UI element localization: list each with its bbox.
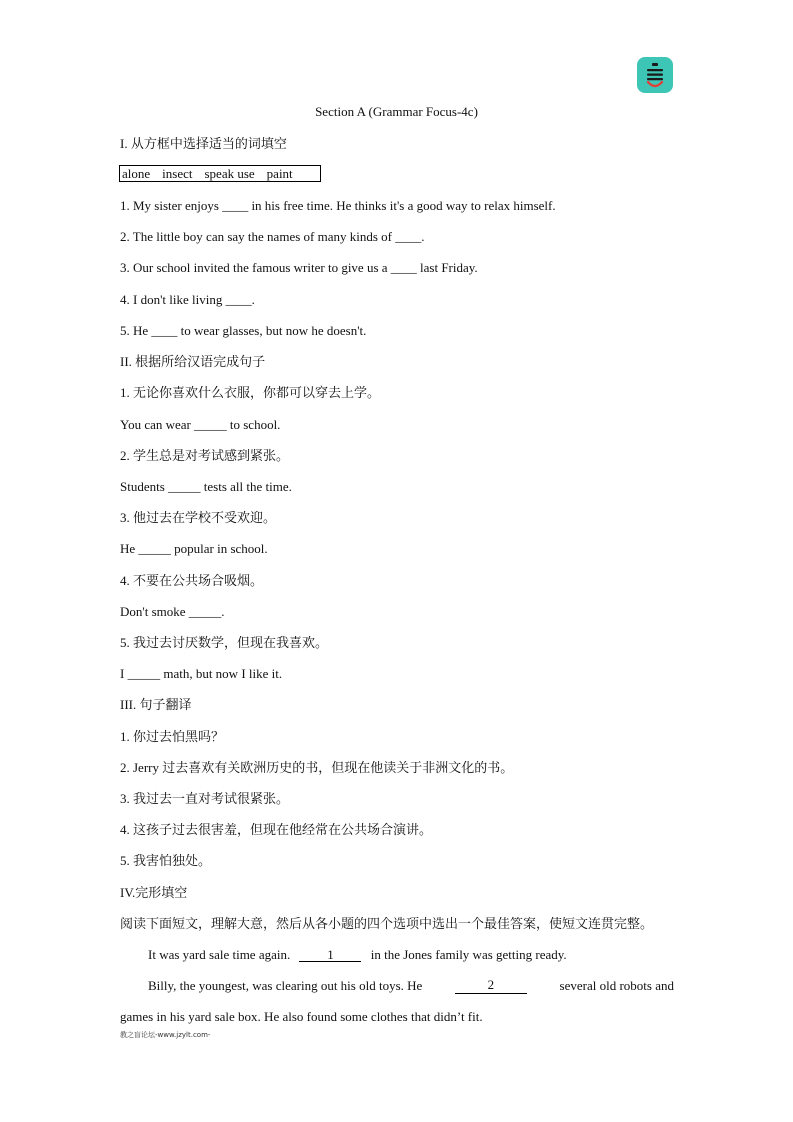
- logo-icon: [637, 57, 673, 93]
- cloze-blank-1: 1: [299, 948, 361, 962]
- question-item: 4. I don't like living ____.: [120, 292, 255, 307]
- cloze-blank-2: 2: [455, 978, 527, 994]
- page-title: Section A (Grammar Focus-4c): [315, 104, 478, 119]
- english-sentence: He _____ popular in school.: [120, 541, 268, 556]
- word-box: [119, 165, 321, 182]
- cloze-text: several old robots and: [559, 978, 674, 993]
- cloze-text: in the Jones family was getting ready.: [370, 947, 567, 962]
- word-option: insect: [162, 166, 193, 181]
- question-item: 3. Our school invited the famous writer to give us a ____ last Friday.: [120, 260, 478, 275]
- question-item: 1. My sister enjoys ____ in his free time. He thinks it's a good way to relax himself.: [120, 198, 556, 213]
- word-option: speak use: [204, 166, 255, 181]
- section-1-heading: I. 从方框中选择适当的词填空: [120, 136, 287, 151]
- english-sentence: Students _____ tests all the time.: [120, 479, 292, 494]
- chinese-prompt: 3. 他过去在学校不受欢迎。: [120, 510, 277, 525]
- translation-item: 3. 我过去一直对考试很紧张。: [120, 791, 290, 806]
- chinese-prompt: 1. 无论你喜欢什么衣服，你都可以穿去上学。: [120, 385, 381, 400]
- cloze-text: It was yard sale time again.: [148, 947, 291, 962]
- cloze-instruction: 阅读下面短文，理解大意，然后从各小题的四个选项中选出一个最佳答案，使短文连贯完整。: [120, 916, 654, 931]
- translation-item: 2. Jerry 过去喜欢有关欧洲历史的书，但现在他读关于非洲文化的书。: [120, 760, 514, 775]
- cloze-paragraph-2-continued: games in his yard sale box. He also found some clothes that didn’t fit.: [120, 1009, 483, 1024]
- word-option: alone: [122, 166, 151, 181]
- english-sentence: You can wear _____ to school.: [120, 417, 281, 432]
- chinese-prompt: 4. 不要在公共场合吸烟。: [120, 573, 264, 588]
- translation-item: 4. 这孩子过去很害羞，但现在他经常在公共场合演讲。: [120, 822, 433, 837]
- english-sentence: Don't smoke _____.: [120, 604, 225, 619]
- footer-watermark: 教之盲论坛-www.jzylt.com-: [120, 1031, 211, 1039]
- word-option: paint: [266, 166, 293, 181]
- translation-item: 5. 我害怕独处。: [120, 853, 212, 868]
- chinese-prompt: 2. 学生总是对考试感到紧张。: [120, 448, 290, 463]
- section-4-heading: IV.完形填空: [120, 885, 188, 900]
- section-3-heading: III. 句子翻译: [120, 697, 192, 712]
- cloze-text: Billy, the youngest, was clearing out his old toys. He: [148, 978, 423, 993]
- english-sentence: I _____ math, but now I like it.: [120, 666, 283, 681]
- translation-item: 1. 你过去怕黑吗？: [120, 729, 225, 744]
- cloze-paragraph-1: [148, 947, 567, 963]
- question-item: 5. He ____ to wear glasses, but now he doesn't.: [120, 323, 367, 338]
- chinese-prompt: 5. 我过去讨厌数学，但现在我喜欢。: [120, 635, 329, 650]
- cloze-paragraph-2: [148, 978, 674, 994]
- section-2-heading: II. 根据所给汉语完成句子: [120, 354, 266, 369]
- question-item: 2. The little boy can say the names of many kinds of ____.: [120, 229, 425, 244]
